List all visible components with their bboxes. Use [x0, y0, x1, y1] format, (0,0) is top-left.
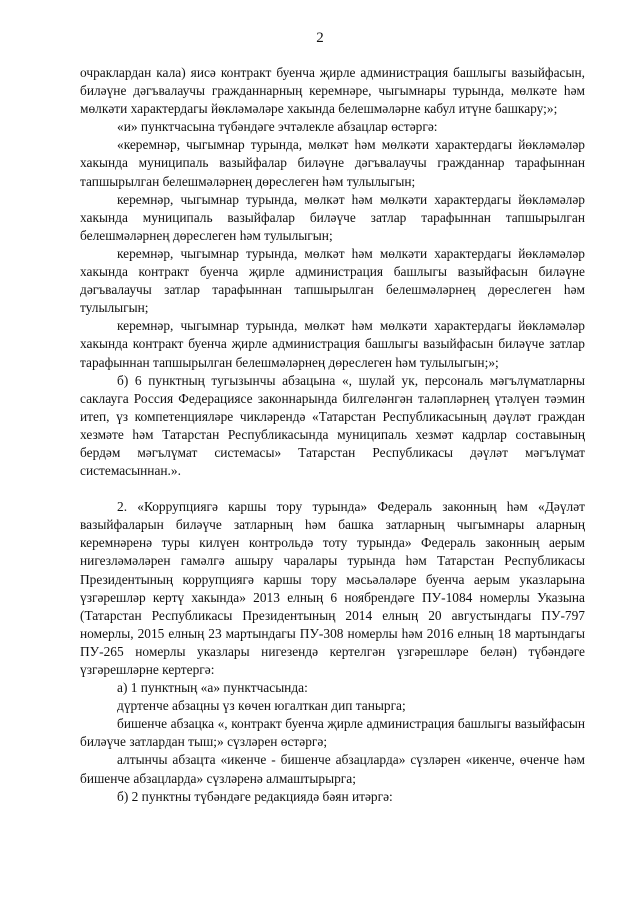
page-number: 2 — [316, 30, 324, 46]
paragraph-fifth-abzats: бишенче абзацка «, контракт буенча җирле администрация башлыгы вазыйфасын биләүче затлардан тыш;» сүзләрен өстәргә; — [80, 716, 585, 750]
paragraph-subclause-b-point-2: б) 2 пунктны түбәндәге редакциядә бәян итәргә: — [117, 788, 393, 804]
paragraph-fourth-abzats: дүртенче абзацны үз көчен югалткан дип танырга; — [117, 698, 406, 714]
paragraph-holding-head-administration: керемнәр, чыгымнар турында, мөлкәт һәм мөлкәти характердагы йөкләмәләр хакында контракт буенча җирле администрация башлыгы вазыйфасын биләүче затлар тарафыннан тапшырылган белешмәләрнең дөреслеген һәм тулылыгын;»; — [80, 318, 585, 370]
paragraph-continuation: очраклардан кала) яисә контракт буенча җирле администрация башлыгы вазыйфасын, биләүне дәгъвалаучы гражданнарның керемнәре, чыгымнары турында, мөлкәте һәм мөлкәти характердагы йөкләмәләре хакында белешмәләрне кабул итүне башкару;»; — [80, 65, 585, 117]
paragraph-persons-holding-municipal: керемнәр, чыгымнар турында, мөлкәт һәм мөлкәти характердагы йөкләмәләр хакында муниципаль вазыйфалар биләүче затлар тарафыннан тапшырылган белешмәләрнең дөреслеген һәм тулылыгын; — [80, 191, 585, 243]
paragraph-subclause-i-intro: «и» пунктчасына түбәндәге эчтәлекле абзацлар өстәргә: — [117, 119, 438, 135]
paragraph-sixth-abzats: алтынчы абзацта «икенче - бишенче абзацларда» сүзләрен «икенче, өченче һәм бишенче абзацларда» сүзләренә алмаштырырга; — [80, 752, 585, 786]
paragraph-item-2-decree-amendments: 2. «Коррупциягә каршы тору турында» Федераль законның һәм «Дәүләт вазыйфаларын биләүче затларның һәм башка затларның чыгымнары аларның керемнәренә туры килүен контрольдә тоту турында» Федераль законның аерым нигезләмәләрен гамәлгә ашыру чаралары турында һәм Татарстан Республикасы Президентының коррупциягә каршы тору мәсьәләләре буенча аерым указларына үзгәрешләр кертү хакында» 2013 елның 6 ноябрендәге ПУ-1084 номерлы Указына (Татарстан Республикасы Президентының 2014 елның 20 августындагы ПУ-797 номерлы, 2015 елның 23 мартындагы ПУ-308 номерлы һәм 2016 елның 18 мартындагы ПУ-265 номерлы указлары нигезендә кертелгән үзгәрешләре белән) түбәндәге үзгәрешләрне кертергә: — [80, 499, 585, 677]
paragraph-subclause-b-point-6: б) 6 пунктның тугызынчы абзацына «, шулай ук, персональ мәгълүматларны саклауга Россия Федерациясе законнарында билгеләнгән таләпләрнең үтәлүен тәэмин итеп, үз компетенцияләре чикләрендә «Татарстан Республикасының дәүләт граждан хезмәте һәм Татарстан Республикасында муниципаль хезмәт кадрлар составының бердәм мәгълүмат системасы» Татарстан Республикасы дәүләт мәгълүмат системасыннан.». — [80, 372, 585, 479]
document-body — [80, 64, 585, 806]
paragraph-citizens-applicants-municipal: «керемнәр, чыгымнар турында, мөлкәт һәм мөлкәти характердагы йөкләмәләр хакында муниципаль вазыйфалар биләүне дәгъвалаучы гражданнар тарафыннан тапшырылган белешмәләрнең дөреслеген һәм тулылыгын; — [80, 137, 585, 189]
paragraph-subclause-a-point-1: а) 1 пунктның «а» пунктчасында: — [117, 680, 308, 696]
paragraph-applicants-head-administration: керемнәр, чыгымнар турында, мөлкәт һәм мөлкәти характердагы йөкләмәләр хакында контракт буенча җирле администрация башлыгы вазыйфасын биләүне дәгъвалаучы затлар тарафыннан тапшырылган белешмәләрнең дөреслеген һәм тулылыгын; — [80, 245, 585, 316]
